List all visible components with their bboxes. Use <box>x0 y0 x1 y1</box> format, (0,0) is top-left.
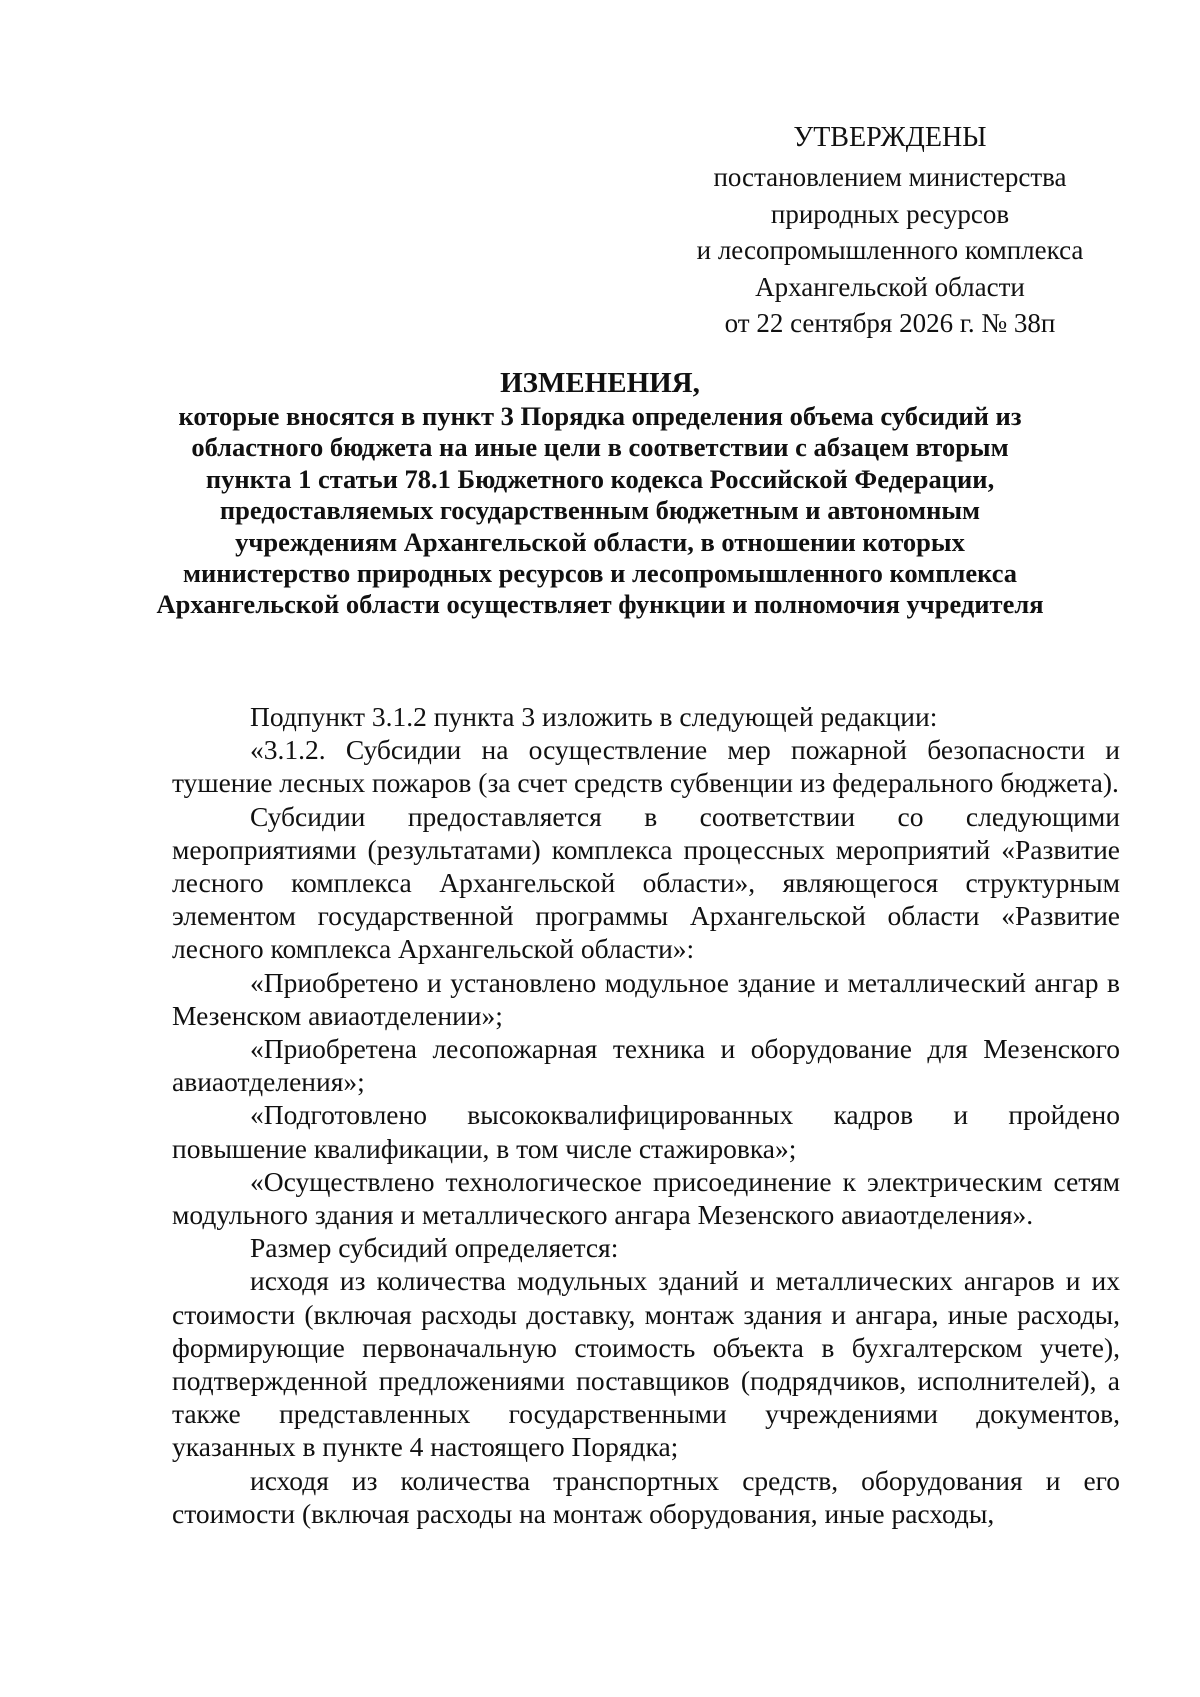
approval-stamp <box>680 118 1100 342</box>
body-paragraph: «Приобретена лесопожарная техника и оборудование для Мезенского авиаотделения»; <box>172 1033 1120 1098</box>
approval-line: и лесопромышленного комплекса <box>696 235 1084 265</box>
body-paragraph: исходя из количества транспортных средств, оборудования и его стоимости (включая расходы на монтаж оборудования, иные расходы, <box>172 1464 1120 1529</box>
approval-line: постановлением министерства <box>713 162 1067 192</box>
body-paragraph: «Подготовлено высококвалифицированных кадров и пройдено повышение квалификации, в том числе стажировка»; <box>172 1099 1120 1164</box>
body-paragraph: Размер субсидий определяется: <box>250 1232 619 1264</box>
approval-line: Архангельской области <box>755 271 1025 302</box>
body-paragraph: Подпункт 3.1.2 пункта 3 изложить в следующей редакции: <box>250 701 938 732</box>
document-body <box>172 700 1120 1530</box>
body-paragraph: «Приобретено и установлено модульное здание и металлический ангар в Мезенском авиаотделении»; <box>172 966 1120 1031</box>
document-title-block <box>150 365 1050 621</box>
body-paragraph: «3.1.2. Субсидии на осуществление мер пожарной безопасности и тушение лесных пожаров (за счет средств субвенции из федерального бюджета). <box>172 734 1120 799</box>
body-paragraph: Субсидии предоставляется в соответствии со следующими мероприятиями (результатами) комплекса процессных мероприятий «Развитие лесного комплекса Архангельской области», являющегося структурным элементом государственной программы Архангельской области «Развитие лесного комплекса Архангельской области»: <box>172 800 1120 965</box>
body-paragraph: исходя из количества модульных зданий и металлических ангаров и их стоимости (включая расходы доставку, монтаж здания и ангара, иные расходы, формирующие первоначальную стоимость объекта в бухгалтерском учете), подтвержденной предложениями поставщиков (подрядчиков, исполнителей), а также представленных государственными учреждениями документов, указанных в пункте 4 настоящего Порядка; <box>172 1265 1120 1463</box>
approval-date-number: от 22 сентября 2026 г. № 38п <box>724 308 1056 338</box>
approval-heading: УТВЕРЖДЕНЫ <box>793 122 987 153</box>
document-subtitle: которые вносятся в пункт 3 Порядка определения объема субсидий из областного бюджета на иные цели в соответствии с абзацем вторым пункта 1 статьи 78.1 Бюджетного кодекса Российской Федерации, предоставляемых государственным бюджетным и автономным учреждениям Архангельской области, в отношении которых министерство природных ресурсов и лесопромышленного комплекса Архангельской области осуществляет функции и полномочия учредителя <box>156 401 1044 620</box>
body-paragraph: «Осуществлено технологическое присоединение к электрическим сетям модульного здания и металлического ангара Мезенского авиаотделения». <box>172 1165 1120 1231</box>
approval-line: природных ресурсов <box>770 198 1010 229</box>
document-title: ИЗМЕНЕНИЯ, <box>500 367 700 399</box>
